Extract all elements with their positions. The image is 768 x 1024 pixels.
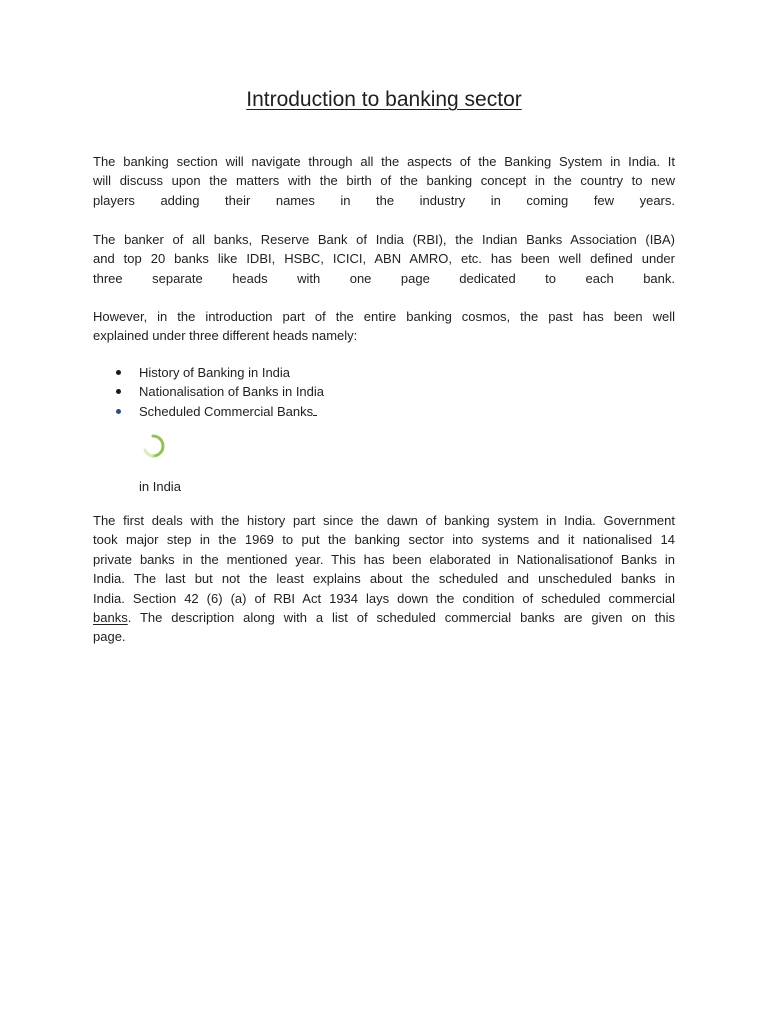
paragraph-line: page.: [93, 629, 126, 645]
paragraph-line: three separate heads with one page dedicated to each bank.: [93, 270, 675, 286]
bullet-icon: [116, 370, 121, 375]
paragraph-line: will discuss upon the matters with the birth of the banking concept in the country to new: [93, 173, 675, 189]
paragraph-line: players adding their names in the industry in coming few years.: [93, 192, 675, 208]
list-item-label: Nationalisation of Banks in India: [139, 384, 325, 400]
bullet-continuation-text: in India: [139, 479, 181, 494]
banks-link[interactable]: banks: [93, 610, 128, 626]
intro-paragraph-2: [93, 230, 675, 288]
paragraph-line: and top 20 banks like IDBI, HSBC, ICICI, ABN AMRO, etc. has been well defined under: [93, 251, 675, 267]
paragraph-line: [93, 608, 675, 627]
list-item: [93, 363, 324, 382]
list-item: [93, 382, 324, 401]
bullet-icon: [116, 389, 121, 394]
paragraph-line: The banker of all banks, Reserve Bank of India (RBI), the Indian Banks Association (IBA): [93, 232, 675, 247]
paragraph-line: explained under three different heads namely:: [93, 328, 358, 344]
paragraph-line: The first deals with the history part since the dawn of banking system in India. Government: [93, 513, 675, 528]
paragraph-line-rest: . The description along with a list of scheduled commercial banks are given on this: [127, 610, 675, 626]
paragraph-line: private banks in the mentioned year. This has been elaborated in Nationalisationof Banks in: [93, 551, 675, 567]
loading-spinner-icon: [141, 434, 165, 458]
list-item-label: History of Banking in India: [139, 365, 291, 380]
paragraph-line: took major step in the 1969 to put the banking sector into systems and it nationalised 14: [93, 532, 675, 548]
intro-paragraph-3: [93, 307, 675, 346]
paragraph-line: India. Section 42 (6) (a) of RBI Act 1934 lays down the condition of scheduled commercial: [93, 590, 675, 606]
document-title-text: Introduction to banking sector: [246, 88, 522, 111]
paragraph-line: The banking section will navigate through all the aspects of the Banking System in India. It: [93, 154, 675, 169]
intro-paragraph-4: [93, 511, 675, 647]
paragraph-line: However, in the introduction part of the entire banking cosmos, the past has been well: [93, 309, 675, 324]
list-item-label: Scheduled Commercial Banks: [139, 403, 314, 419]
paragraph-line: India. The last but not the least explains about the scheduled and unscheduled banks in: [93, 571, 675, 587]
trailing-underline: [313, 403, 317, 416]
bullet-icon: [116, 409, 121, 414]
intro-paragraph-1: [93, 152, 675, 210]
heads-bullet-list: [93, 363, 324, 421]
list-item: [93, 402, 324, 421]
document-title: [0, 86, 768, 114]
